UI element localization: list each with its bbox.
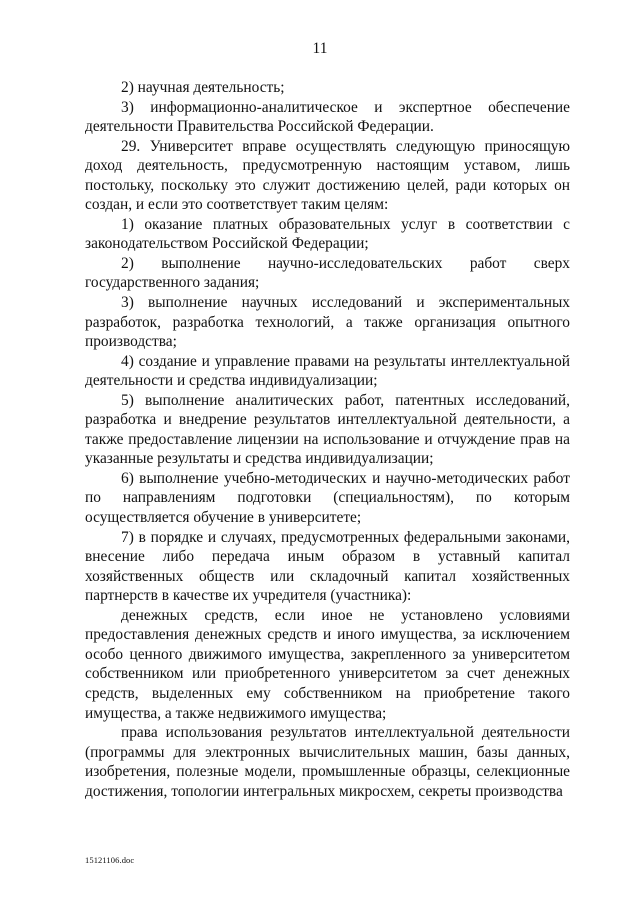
paragraph-scientific-activity: 2) научная деятельность; xyxy=(121,79,285,96)
paragraph-experimental-development: 3) выполнение научных исследований и экспериментальных разработок, разработка технологий, а также организация опытного производства; xyxy=(85,294,570,351)
paragraph-methodical-works: 6) выполнение учебно-методических и научно-методических работ по направлениям подготовки (специальностям), по которым осуществляется обучение в университете; xyxy=(85,469,570,527)
paragraph-intellectual-property-rights: 4) создание и управление правами на результаты интеллектуальной деятельности и средства индивидуализации; xyxy=(85,352,570,390)
paragraph-capital-contribution: 7) в порядке и случаях, предусмотренных федеральными законами, внесение либо передача иным образом в уставный капитал хозяйственных обществ или складочный капитал хозяйственных партнерств в качестве их учредителя (участника): xyxy=(85,528,570,605)
paragraph-ip-usage-rights: права использования результатов интеллектуальной деятельности (программы для электронных вычислительных машин, базы данных, изобретения, полезные модели, промышленные образцы, селекционные достижения, топологии интегральных микросхем, секреты производства xyxy=(85,724,570,800)
document-body xyxy=(85,78,570,801)
paragraph-information-analytical: 3) информационно-аналитическое и экспертное обеспечение деятельности Правительства Российской Федерации. xyxy=(85,98,570,136)
paragraph-research-works: 2) выполнение научно-исследовательских работ сверх государственного задания; xyxy=(85,254,570,292)
paragraph-analytical-patent-works: 5) выполнение аналитических работ, патентных исследований, разработка и внедрение результатов интеллектуальной деятельности, а также предоставление лицензии на использование и отчуждение прав на указанные результаты и средства индивидуализации; xyxy=(85,391,570,468)
page-number: 11 xyxy=(312,40,328,57)
footer-file-name: 15121106.doc xyxy=(85,855,135,865)
paragraph-paid-educational-services: 1) оказание платных образовательных услуг в соответствии с законодательством Российской Федерации; xyxy=(85,215,570,253)
paragraph-monetary-funds: денежных средств, если иное не установлено условиями предоставления денежных средств и иного имущества, за исключением особо ценного движимого имущества, закрепленного за университетом собственником или приобретенного университетом за счет денежных средств, выделенных ему собственником на приобретение такого имущества, а также недвижимого имущества; xyxy=(85,606,570,722)
paragraph-29-income-activity: 29. Университет вправе осуществлять следующую приносящую доход деятельность, предусмотренную настоящим уставом, лишь постольку, поскольку это служит достижению целей, ради которых он создан, и если это соответствует таким целям: xyxy=(85,137,570,214)
